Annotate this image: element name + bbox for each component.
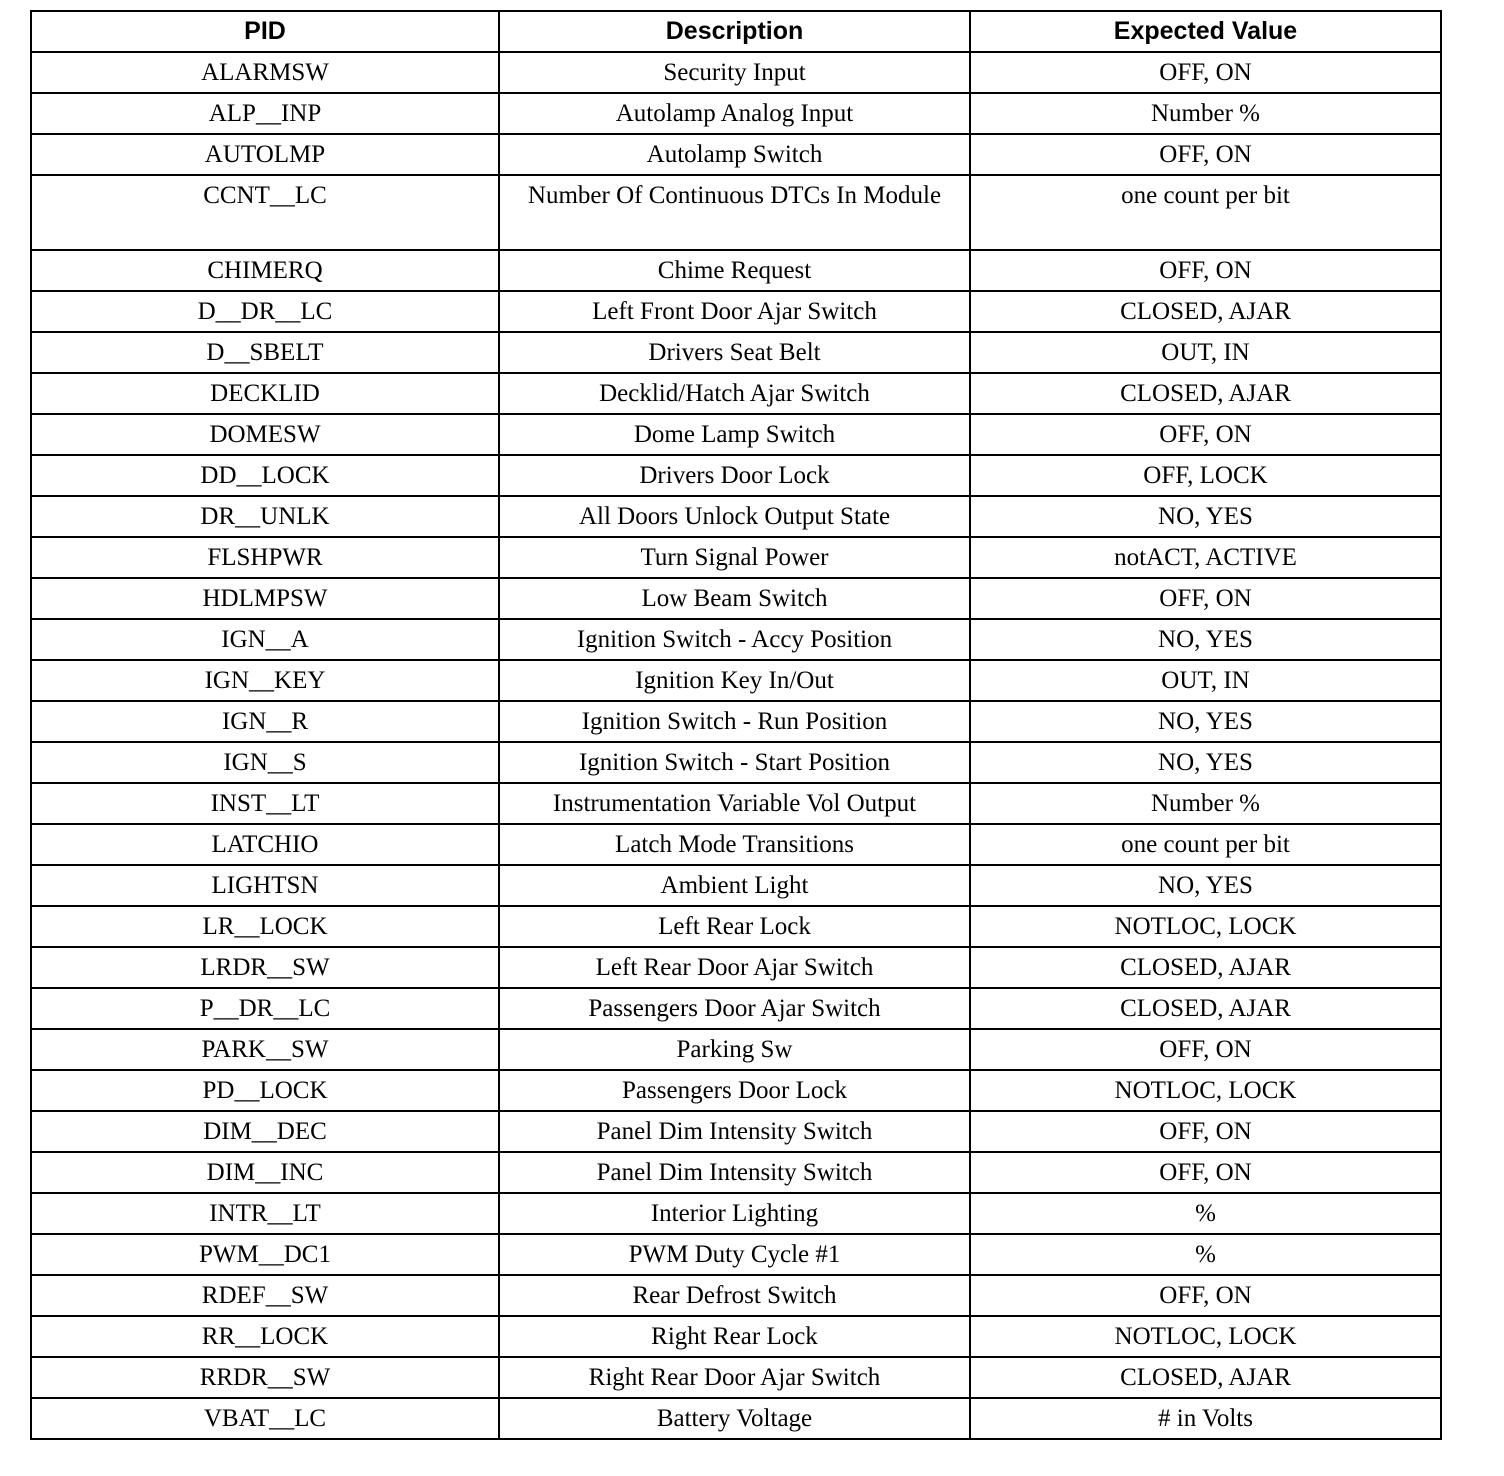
description-cell: Dome Lamp Switch xyxy=(499,414,970,455)
expected-value-cell: OFF, ON xyxy=(970,1275,1441,1316)
pid-cell: D__SBELT xyxy=(31,332,499,373)
table-row xyxy=(31,537,1441,578)
description-cell: Left Rear Door Ajar Switch xyxy=(499,947,970,988)
pid-cell: DIM__DEC xyxy=(31,1111,499,1152)
expected-value-cell: OFF, ON xyxy=(970,52,1441,93)
expected-value-cell: OFF, ON xyxy=(970,1111,1441,1152)
table-row xyxy=(31,1234,1441,1275)
expected-value-cell: OFF, ON xyxy=(970,250,1441,291)
table-row xyxy=(31,1029,1441,1070)
table-row xyxy=(31,578,1441,619)
pid-cell: LRDR__SW xyxy=(31,947,499,988)
expected-value-cell: NO, YES xyxy=(970,701,1441,742)
table-row xyxy=(31,619,1441,660)
table-row xyxy=(31,742,1441,783)
table-row xyxy=(31,455,1441,496)
table-row xyxy=(31,175,1441,250)
pid-cell: DOMESW xyxy=(31,414,499,455)
header-row xyxy=(31,11,1441,52)
expected-value-cell: NOTLOC, LOCK xyxy=(970,1316,1441,1357)
table-row xyxy=(31,250,1441,291)
table-row xyxy=(31,906,1441,947)
pid-cell: DD__LOCK xyxy=(31,455,499,496)
expected-value-cell: OUT, IN xyxy=(970,660,1441,701)
description-cell: Low Beam Switch xyxy=(499,578,970,619)
description-cell: Ambient Light xyxy=(499,865,970,906)
expected-value-cell: OFF, ON xyxy=(970,1029,1441,1070)
description-column-header: Description xyxy=(499,11,970,52)
expected-value-cell: NO, YES xyxy=(970,865,1441,906)
expected-value-cell: CLOSED, AJAR xyxy=(970,373,1441,414)
table-row xyxy=(31,1111,1441,1152)
description-cell: Ignition Switch - Accy Position xyxy=(499,619,970,660)
pid-cell: IGN__S xyxy=(31,742,499,783)
expected-value-cell: % xyxy=(970,1193,1441,1234)
table-row xyxy=(31,1398,1441,1439)
expected-value-cell: CLOSED, AJAR xyxy=(970,988,1441,1029)
expected-value-cell: # in Volts xyxy=(970,1398,1441,1439)
expected-value-cell: NOTLOC, LOCK xyxy=(970,906,1441,947)
table-row xyxy=(31,291,1441,332)
description-cell: Chime Request xyxy=(499,250,970,291)
description-cell: Security Input xyxy=(499,52,970,93)
description-cell: Turn Signal Power xyxy=(499,537,970,578)
table-row xyxy=(31,865,1441,906)
table-row xyxy=(31,1316,1441,1357)
expected-value-cell: one count per bit xyxy=(970,175,1441,250)
pid-cell: INST__LT xyxy=(31,783,499,824)
pid-cell: HDLMPSW xyxy=(31,578,499,619)
description-cell: Autolamp Analog Input xyxy=(499,93,970,134)
pid-cell: IGN__KEY xyxy=(31,660,499,701)
pid-cell: DR__UNLK xyxy=(31,496,499,537)
expected-value-cell: OFF, ON xyxy=(970,578,1441,619)
description-cell: Drivers Door Lock xyxy=(499,455,970,496)
description-cell: Passengers Door Ajar Switch xyxy=(499,988,970,1029)
table-row xyxy=(31,414,1441,455)
pid-cell: D__DR__LC xyxy=(31,291,499,332)
table-row xyxy=(31,824,1441,865)
pid-column-header: PID xyxy=(31,11,499,52)
expected-value-cell: OFF, ON xyxy=(970,134,1441,175)
pid-cell: DECKLID xyxy=(31,373,499,414)
table-row xyxy=(31,660,1441,701)
table-row xyxy=(31,1193,1441,1234)
expected-value-cell: OFF, ON xyxy=(970,414,1441,455)
expected-value-cell: CLOSED, AJAR xyxy=(970,291,1441,332)
pid-cell: IGN__R xyxy=(31,701,499,742)
expected-value-cell: Number % xyxy=(970,783,1441,824)
pid-cell: PD__LOCK xyxy=(31,1070,499,1111)
pid-cell: LATCHIO xyxy=(31,824,499,865)
table-row xyxy=(31,988,1441,1029)
pid-cell: ALP__INP xyxy=(31,93,499,134)
pid-cell: LR__LOCK xyxy=(31,906,499,947)
pid-cell: P__DR__LC xyxy=(31,988,499,1029)
description-cell: Rear Defrost Switch xyxy=(499,1275,970,1316)
pid-cell: CCNT__LC xyxy=(31,175,499,250)
table-row xyxy=(31,1275,1441,1316)
table-row xyxy=(31,701,1441,742)
expected-value-cell: OFF, ON xyxy=(970,1152,1441,1193)
pid-cell: ALARMSW xyxy=(31,52,499,93)
expected-value-cell: OUT, IN xyxy=(970,332,1441,373)
description-cell: Drivers Seat Belt xyxy=(499,332,970,373)
pid-cell: FLSHPWR xyxy=(31,537,499,578)
expected-value-cell: CLOSED, AJAR xyxy=(970,1357,1441,1398)
pid-cell: VBAT__LC xyxy=(31,1398,499,1439)
pid-cell: IGN__A xyxy=(31,619,499,660)
description-cell: Passengers Door Lock xyxy=(499,1070,970,1111)
pid-cell: RRDR__SW xyxy=(31,1357,499,1398)
expected-value-cell: Number % xyxy=(970,93,1441,134)
expected-value-column-header: Expected Value xyxy=(970,11,1441,52)
description-cell: Autolamp Switch xyxy=(499,134,970,175)
expected-value-cell: CLOSED, AJAR xyxy=(970,947,1441,988)
table-row xyxy=(31,947,1441,988)
description-cell: PWM Duty Cycle #1 xyxy=(499,1234,970,1275)
expected-value-cell: notACT, ACTIVE xyxy=(970,537,1441,578)
description-cell: Right Rear Lock xyxy=(499,1316,970,1357)
expected-value-cell: OFF, LOCK xyxy=(970,455,1441,496)
description-cell: Ignition Switch - Start Position xyxy=(499,742,970,783)
description-cell: Number Of Continuous DTCs In Module xyxy=(499,175,970,250)
description-cell: Right Rear Door Ajar Switch xyxy=(499,1357,970,1398)
expected-value-cell: one count per bit xyxy=(970,824,1441,865)
description-cell: Left Rear Lock xyxy=(499,906,970,947)
table-row xyxy=(31,783,1441,824)
expected-value-cell: NO, YES xyxy=(970,619,1441,660)
pid-cell: CHIMERQ xyxy=(31,250,499,291)
pid-cell: AUTOLMP xyxy=(31,134,499,175)
description-cell: Decklid/Hatch Ajar Switch xyxy=(499,373,970,414)
description-cell: Interior Lighting xyxy=(499,1193,970,1234)
pid-cell: LIGHTSN xyxy=(31,865,499,906)
pid-cell: PARK__SW xyxy=(31,1029,499,1070)
description-cell: Left Front Door Ajar Switch xyxy=(499,291,970,332)
table-row xyxy=(31,1070,1441,1111)
table-body xyxy=(31,52,1441,1439)
expected-value-cell: % xyxy=(970,1234,1441,1275)
expected-value-cell: NO, YES xyxy=(970,742,1441,783)
table-row xyxy=(31,1152,1441,1193)
table-row xyxy=(31,496,1441,537)
pid-cell: PWM__DC1 xyxy=(31,1234,499,1275)
description-cell: Panel Dim Intensity Switch xyxy=(499,1152,970,1193)
pid-cell: RR__LOCK xyxy=(31,1316,499,1357)
pid-table xyxy=(30,10,1442,1440)
description-cell: Parking Sw xyxy=(499,1029,970,1070)
pid-cell: RDEF__SW xyxy=(31,1275,499,1316)
description-cell: Battery Voltage xyxy=(499,1398,970,1439)
table-row xyxy=(31,52,1441,93)
pid-cell: DIM__INC xyxy=(31,1152,499,1193)
description-cell: Ignition Switch - Run Position xyxy=(499,701,970,742)
description-cell: Instrumentation Variable Vol Output xyxy=(499,783,970,824)
expected-value-cell: NOTLOC, LOCK xyxy=(970,1070,1441,1111)
description-cell: Panel Dim Intensity Switch xyxy=(499,1111,970,1152)
table-row xyxy=(31,1357,1441,1398)
table-row xyxy=(31,332,1441,373)
expected-value-cell: NO, YES xyxy=(970,496,1441,537)
description-cell: Latch Mode Transitions xyxy=(499,824,970,865)
description-cell: Ignition Key In/Out xyxy=(499,660,970,701)
description-cell: All Doors Unlock Output State xyxy=(499,496,970,537)
pid-cell: INTR__LT xyxy=(31,1193,499,1234)
table-row xyxy=(31,134,1441,175)
table-row xyxy=(31,373,1441,414)
table-row xyxy=(31,93,1441,134)
